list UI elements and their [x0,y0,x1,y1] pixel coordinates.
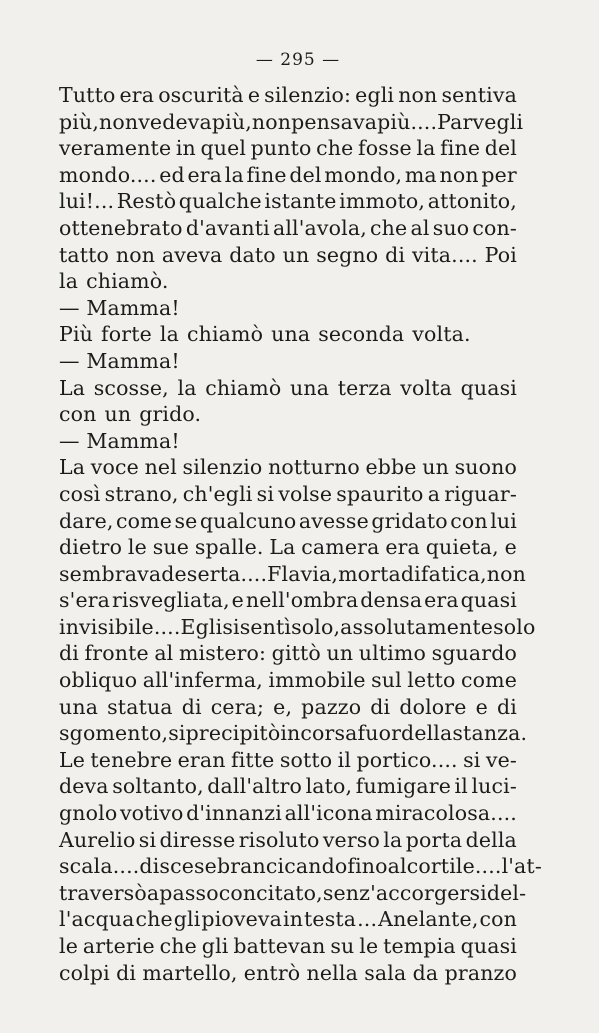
word: pranzo [444,960,517,985]
word: chiamò [205,375,282,400]
text-line [59,747,517,774]
text-line [59,454,517,481]
word: per [481,162,517,187]
word: la [177,375,197,400]
word: ... [357,907,378,932]
word: immobile [268,668,366,693]
text-line [59,135,517,162]
word: di [370,694,391,719]
word: sul [371,668,402,693]
word: e [475,694,488,719]
word: Più [59,322,94,347]
word: sue [152,535,190,560]
word: un [326,641,354,666]
text-line [59,109,524,136]
word: battevan [233,934,326,958]
word: con [59,402,97,427]
word: Flavia, [267,561,339,586]
word: Poi [484,242,517,267]
word: veramente [59,136,172,161]
word: La [59,375,86,400]
word: del [484,136,517,161]
word: suo [432,215,470,240]
word: ma [404,162,437,187]
word: che [370,215,408,240]
word: miracolosa.... [375,801,517,826]
word: una [289,375,330,400]
word: non [251,109,292,134]
word: invisibile.... [59,614,181,639]
word: del- [486,880,527,905]
text-line [59,667,517,694]
word: la [383,827,403,852]
word: un [422,455,449,480]
word: all'icona [284,801,373,826]
word: ottenebrato [59,215,183,240]
word: letto [407,668,456,693]
word: solo, [291,614,341,639]
text-line [59,348,517,375]
word: e, [273,694,293,719]
word: sentiva [441,83,517,107]
word: una [59,694,99,719]
word: mondo, [324,162,403,187]
word: dolore [399,694,467,719]
word: oscurità [158,83,244,107]
word: vita.... [411,242,478,267]
word: d'innanzi [186,801,282,826]
word: si [463,747,481,772]
word: un [282,242,310,267]
text-line [59,773,517,800]
word: la [159,322,179,347]
text-line [59,215,517,242]
word: riguar- [444,481,517,506]
word: terza [337,375,392,400]
word: pioveva [201,907,283,932]
word: ve- [485,747,517,772]
text-line [59,587,517,614]
word: si [138,827,157,852]
word: concitato, [218,880,323,905]
word: spalle. [194,535,264,560]
word: sguardo [431,641,517,666]
word: non [115,242,156,267]
word: di [496,694,517,719]
word: sotto [279,747,333,772]
word: più.... [377,109,438,134]
word: fine [440,136,481,161]
word: dietro [59,535,123,560]
word: gli [201,934,229,958]
word: risvegliata, [111,588,230,613]
text-line [59,561,526,588]
word: come [116,508,172,533]
text-line [59,268,517,295]
word: di [400,561,421,586]
word: gnolo [59,801,118,826]
word: a [146,880,160,905]
word: Anelante, [378,907,479,932]
word: l'acqua [59,907,135,932]
word: con- [472,215,517,240]
word: di [181,694,202,719]
word: segno [316,242,379,267]
text-line [59,800,517,827]
word: entrò [243,960,301,985]
word: era [424,588,459,613]
word: cera; [210,694,265,719]
text-line [59,534,517,561]
word: traversò [59,880,147,905]
word: suono [454,455,517,480]
word: obliquo [59,668,138,693]
word: dall'altro [207,774,303,799]
word: vedeva [138,109,212,134]
word: fumigare [355,774,451,799]
word: del [289,162,322,187]
word: arterie [82,934,155,958]
word: volta [400,375,452,400]
word: votivo [119,801,184,826]
word: gittò [271,641,321,666]
word: seconda [318,322,405,347]
word: come [460,668,517,693]
word: così [59,481,101,506]
text-line [59,321,517,348]
word: Egli [180,614,223,639]
text-line [59,853,542,880]
word: mistero: [178,641,267,666]
word: statua [107,694,173,719]
word: silenzio: [264,83,352,107]
text-line [59,188,517,215]
text-line [59,295,517,322]
word: silenzio [182,455,263,480]
word: fatica, [420,561,487,586]
text-line [59,933,517,960]
word: fine [246,162,287,187]
word: luci- [471,774,517,799]
word: ch'egli [182,481,253,506]
text-line [59,827,517,854]
word: al [410,215,430,240]
word: — Mamma! [59,348,180,373]
word: Parvegli [437,109,524,134]
word: fuor [357,721,402,746]
word: che [159,934,197,958]
word: egli [355,83,395,107]
word: fitte [230,747,275,772]
word: più, [211,109,252,134]
word: chiamò. [86,269,169,294]
word: era [385,535,420,560]
word: più, [59,109,99,134]
word: quasi [460,375,517,400]
word: nella [306,960,358,985]
word: notturno [268,455,360,480]
word: e [504,535,517,560]
word: da [412,960,439,985]
text-line [59,508,517,535]
word: la [59,269,79,294]
word: non [486,561,526,586]
text-line [59,720,528,747]
word: diresse [159,827,236,852]
word: deserta.... [161,561,268,586]
text-line [59,960,517,987]
word: brancicando [216,854,348,879]
word: nell'ombra [245,588,359,613]
word: istante [264,189,337,214]
word: gli [173,907,201,932]
word: La [59,455,86,480]
word: era [119,83,155,107]
word: risoluto [238,827,320,852]
body-text [59,82,542,986]
word: voce [90,455,139,480]
word: di [385,242,406,267]
word: le [127,535,147,560]
word: — Mamma! [59,295,180,320]
word: qualche [178,189,262,214]
word: pazzo [301,694,362,719]
word: della [465,827,517,852]
word: al [154,641,174,666]
text-line [59,694,517,721]
word: qualcuno [199,508,297,533]
word: sala [364,960,407,985]
word: discese [139,854,217,879]
word: gridato [371,508,448,533]
text-line [59,242,517,269]
word: ultimo [358,641,427,666]
word: che [135,907,173,932]
page-number: — 295 — [255,50,341,70]
word: sgomento, [59,721,169,746]
word: morta [338,561,401,586]
word: all'inferma, [142,668,263,693]
word: quasi [460,588,517,613]
word: la [224,162,244,187]
word: scosse, [93,375,169,400]
word: portico.... [356,747,458,772]
word: non [99,109,139,134]
word: ebbe [365,455,417,480]
word: non [439,162,479,187]
word: colpi [59,960,110,985]
word: all'avola, [272,215,367,240]
word: corsa [300,721,358,746]
word: non [398,83,438,107]
word: dato [229,242,276,267]
word: camera [301,535,380,560]
word: era [187,162,223,187]
word: densa [360,588,423,613]
word: che [316,136,354,161]
word: testa [304,907,357,932]
word: spaurito [336,481,424,506]
word: forte [101,322,152,347]
word: mondo.... [59,162,157,187]
word: e [247,83,261,107]
word: la [416,136,436,161]
word: se [174,508,198,533]
word: fosse [357,136,412,161]
word: stanza. [452,721,528,746]
word: scala.... [59,854,140,879]
word: in [175,136,196,161]
word: assolutamente [340,614,494,639]
word: lui!... [59,189,115,214]
text-line [59,162,517,189]
word: avesse [298,508,369,533]
text-line [59,481,517,508]
word: di [59,641,79,666]
word: tenebre [90,747,173,772]
word: punto [250,136,312,161]
word: dare, [59,508,114,533]
word: eran [177,747,226,772]
word: quieta, [425,535,499,560]
word: Restò [116,189,177,214]
word: solo [493,614,536,639]
word: un [104,402,132,427]
text-line [59,82,517,109]
word: verso [322,827,380,852]
word: porta [405,827,463,852]
word: pensava [291,109,378,134]
word: nel [144,455,177,480]
word: fronte [84,641,149,666]
word: a [427,481,441,506]
word: il [454,774,468,799]
word: s'era [59,588,111,613]
word: sembrava [59,561,162,586]
word: passo [159,880,219,905]
word: quel [200,136,247,161]
text-line [59,880,527,907]
text-line [59,428,517,455]
word: tempia [383,934,456,958]
text-line [59,375,517,402]
word: al [387,854,407,879]
word: ed [159,162,185,187]
word: Aurelio [59,827,136,852]
word: il [337,747,352,772]
word: su [330,934,355,958]
word: lui [490,508,517,533]
word: di [116,960,137,985]
word: una [271,322,311,347]
word: chiamò [186,322,264,347]
word: volta. [412,322,471,347]
word: le [359,934,379,958]
word: senz'accorgersi [322,880,487,905]
word: lato, [305,774,353,799]
text-line [59,401,517,428]
word: martello, [142,960,238,985]
text-line [59,906,517,933]
word: Tutto [59,83,116,107]
word: volse [278,481,333,506]
word: d'avanti [185,215,270,240]
text-line [59,614,536,641]
word: Le [59,747,86,772]
word: l'at- [501,854,542,879]
word: quasi [460,934,517,958]
word: tatto [59,242,110,267]
word: soltanto, [112,774,204,799]
word: della [401,721,453,746]
word: con [450,508,488,533]
word: aveva [161,242,223,267]
word: sentì [239,614,292,639]
word: precipitò [185,721,281,746]
word: immoto, [339,189,426,214]
word: deva [59,774,109,799]
word: e [231,588,244,613]
word: in [280,721,301,746]
word: strano, [104,481,179,506]
word: si [256,481,275,506]
word: cortile.... [406,854,502,879]
word: con [479,907,517,932]
word: La [269,535,296,560]
word: si [222,614,240,639]
word: le [59,934,78,958]
word: attonito, [427,189,517,214]
word: in [283,907,304,932]
text-line [59,640,517,667]
word: — Mamma! [59,428,180,453]
word: si [168,721,186,746]
word: grido. [139,402,202,427]
word: fino [347,854,388,879]
